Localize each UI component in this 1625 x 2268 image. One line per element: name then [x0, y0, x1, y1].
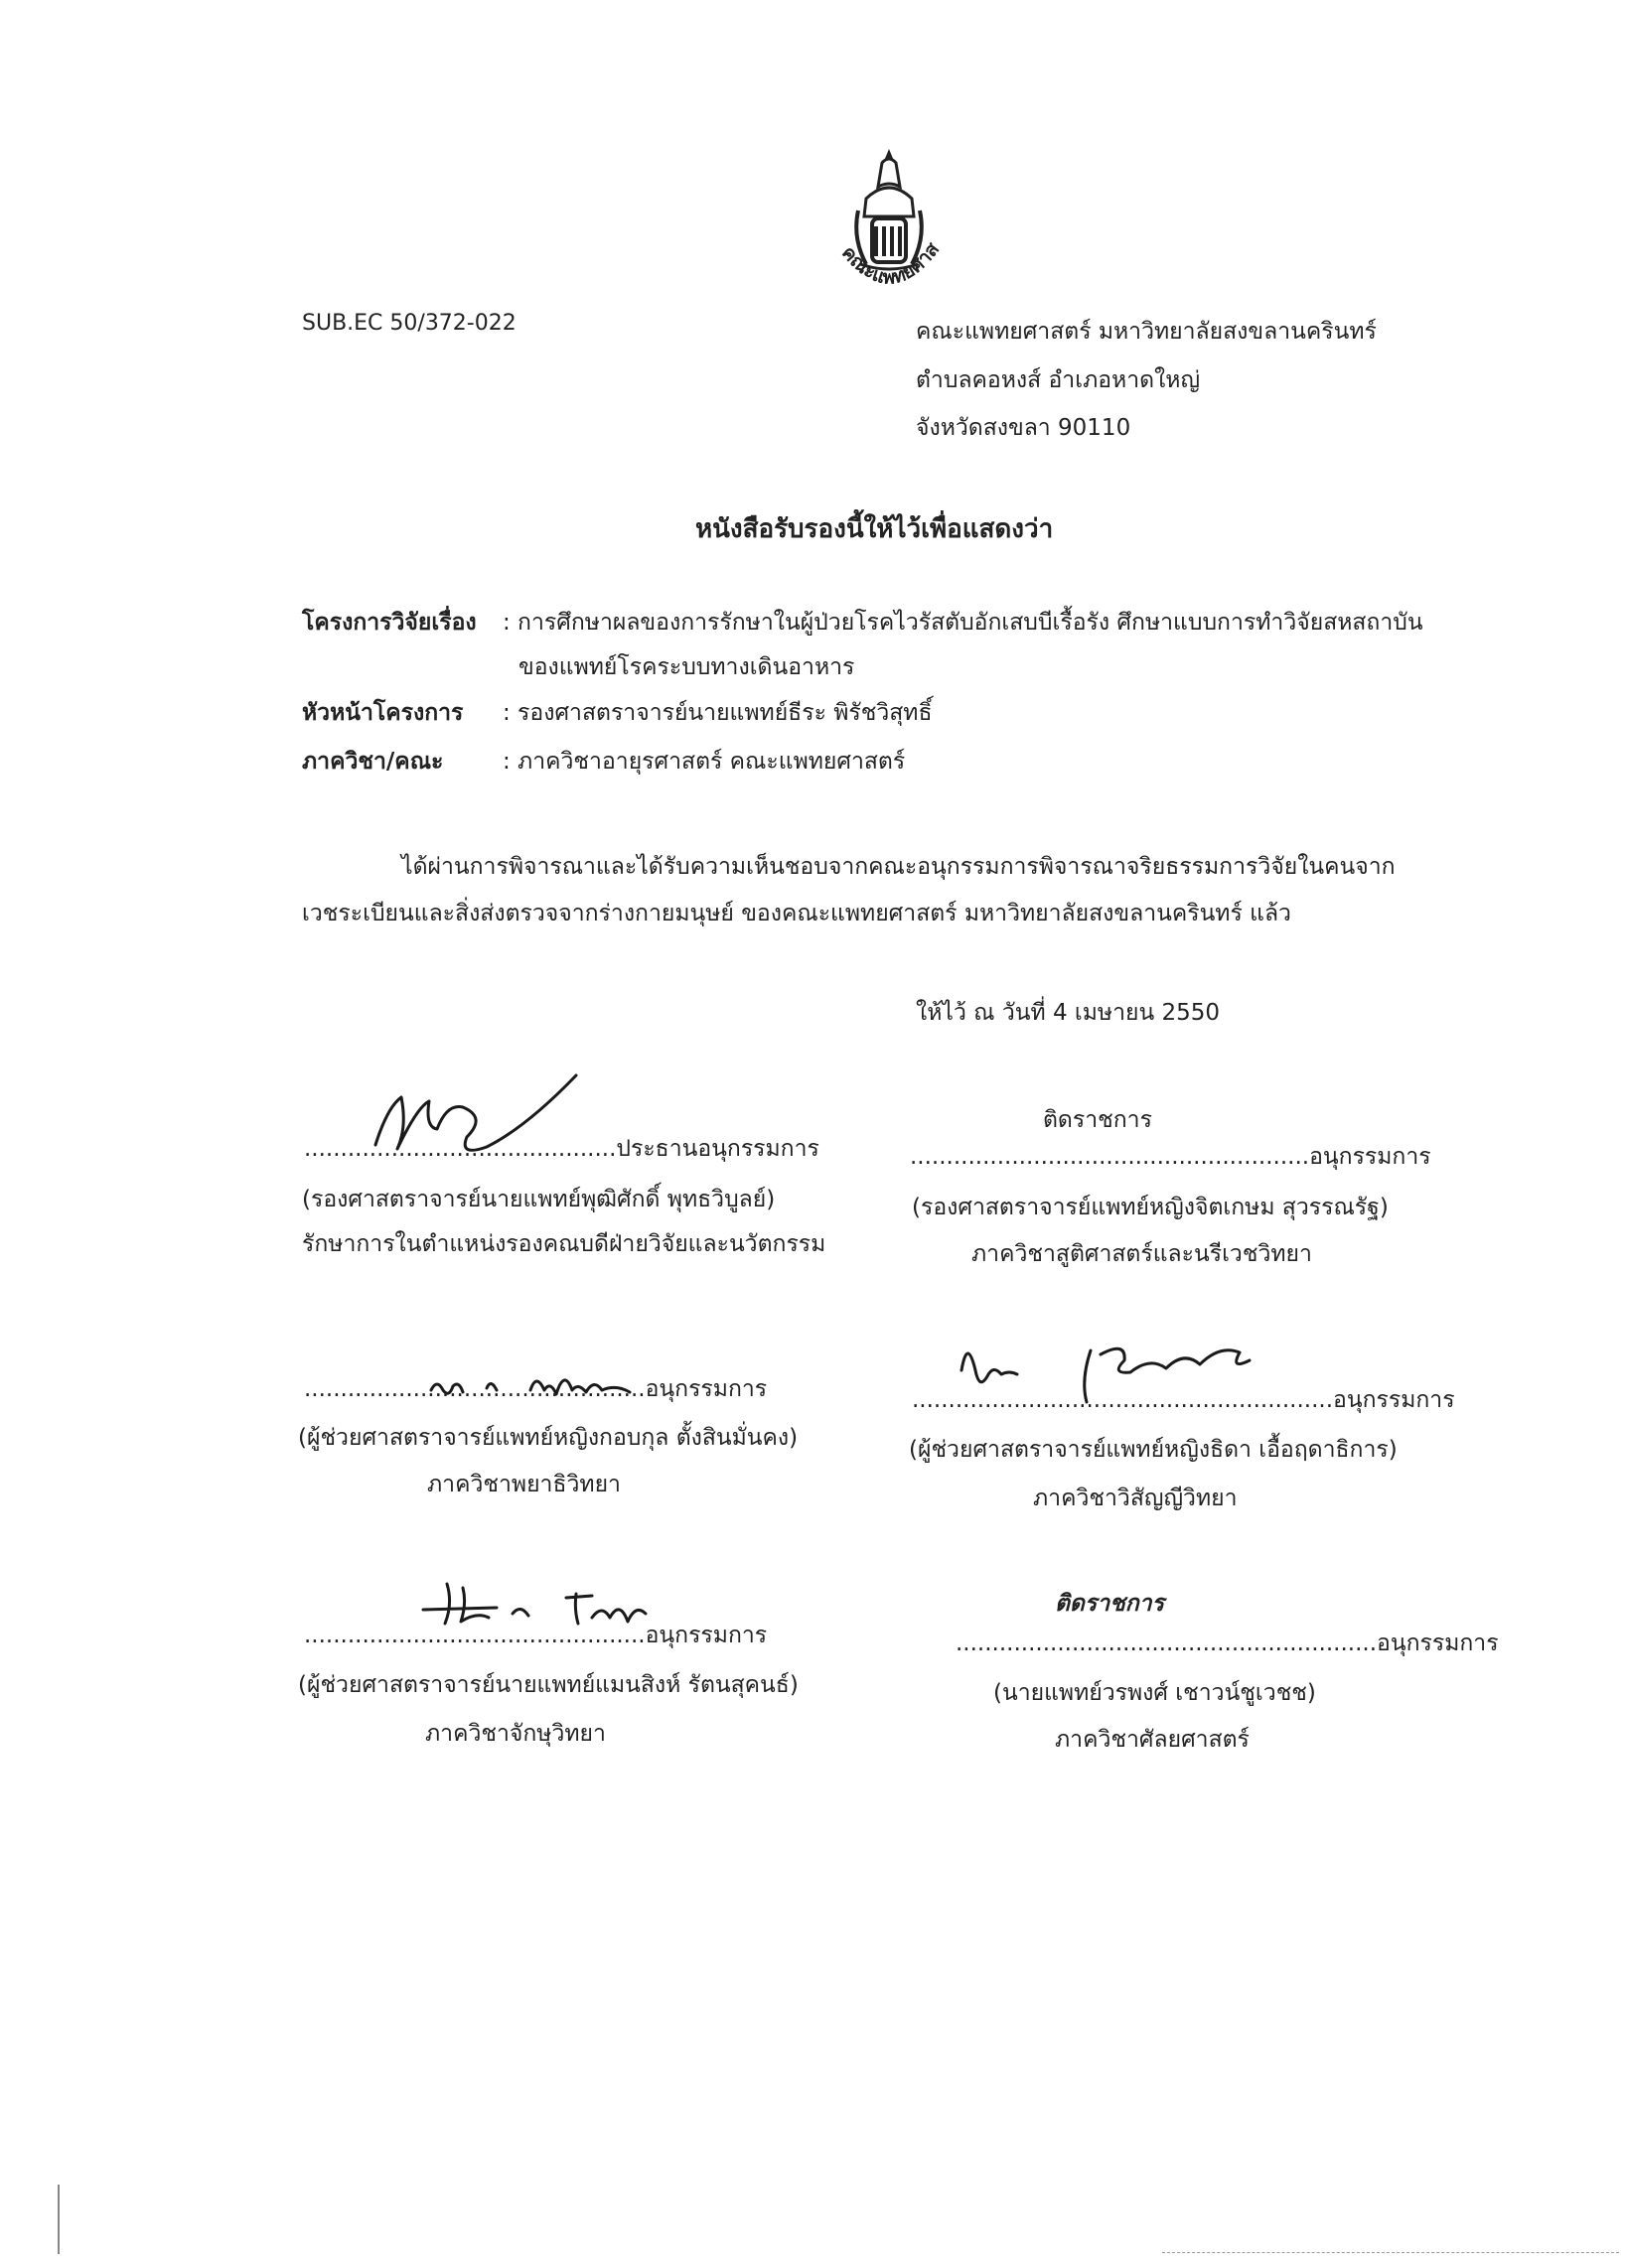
signatory-name: (ผู้ช่วยศาสตราจารย์นายแพทย์แมนสิงห์ รัตนสุคนธ์): [298, 1672, 799, 1698]
scan-edge-line: [1162, 2252, 1619, 2253]
seal-text: คณะแพทยศาส: [836, 238, 945, 289]
certificate-title: หนังสือรับรองนี้ให้ไว้เพื่อแสดงว่า: [695, 514, 1054, 544]
signature-line: ...............................................อนุกรรมการ: [304, 1623, 768, 1648]
signatory-position: รักษาการในตำแหน่งรองคณบดีฝ่ายวิจัยและนวัตกรรม: [302, 1231, 826, 1257]
signatory-position: ภาควิชาจักษุวิทยา: [425, 1721, 606, 1747]
address-line: คณะแพทยศาสตร์ มหาวิทยาลัยสงขลานครินทร์: [916, 319, 1377, 345]
signatory-position: ภาควิชาศัลยศาสตร์: [1055, 1727, 1250, 1753]
department-label: ภาควิชา/คณะ: [302, 749, 444, 775]
signatory-name: (รองศาสตราจารย์นายแพทย์พุฒิศักดิ์ พุทธวิบูลย์): [302, 1187, 776, 1212]
faculty-seal: [814, 147, 963, 306]
address-line: จังหวัดสงขลา 90110: [916, 415, 1131, 441]
address-line: ตำบลคอหงส์ อำเภอหาดใหญ่: [916, 367, 1201, 393]
body-line: เวชระเบียนและสิ่งส่งตรวจจากร่างกายมนุษย์ ของคณะแพทยศาสตร์ มหาวิทยาลัยสงขลานครินทร์ แล้ว: [302, 901, 1291, 926]
signatory-position: ภาควิชาสูติศาสตร์และนรีเวชวิทยา: [971, 1241, 1312, 1267]
signature-line: ..........................................................อนุกรรมการ: [912, 1387, 1455, 1413]
project-title-label: โครงการวิจัยเรื่อง: [302, 610, 477, 636]
signatory-name: (รองศาสตราจารย์แพทย์หญิงจิตเกษม สุวรรณรัฐ): [912, 1195, 1389, 1220]
project-title-line: ของแพทย์โรคระบบทางเดินอาหาร: [518, 654, 855, 680]
absence-note: ติดราชการ: [1043, 1107, 1152, 1133]
project-head-label: หัวหน้าโครงการ: [302, 700, 464, 726]
signature-line: ...............................................อนุกรรมการ: [304, 1376, 768, 1402]
signature-line: ..........................................................อนุกรรมการ: [956, 1630, 1499, 1656]
absence-note: ติดราชการ: [1055, 1591, 1164, 1617]
project-title-line: : การศึกษาผลของการรักษาในผู้ป่วยโรคไวรัสตับอักเสบบีเรื้อรัง ศึกษาแบบการทำวิจัยสหสถาบัน: [503, 610, 1423, 636]
signature-line: ...........................................ประธานอนุกรรมการ: [304, 1136, 819, 1162]
body-line: ได้ผ่านการพิจารณาและได้รับความเห็นชอบจากคณะอนุกรรมการพิจารณาจริยธรรมการวิจัยในคนจาก: [401, 854, 1396, 880]
project-head-name: : รองศาสตราจารย์นายแพทย์ธีระ พิรัชวิสุทธิ์: [503, 700, 933, 726]
issue-date: ให้ไว้ ณ วันที่ 4 เมษายน 2550: [916, 1000, 1221, 1026]
scan-mark: [58, 2185, 60, 2254]
signatory-position: ภาควิชาพยาธิวิทยา: [427, 1472, 621, 1497]
signatory-position: ภาควิชาวิสัญญีวิทยา: [1033, 1486, 1238, 1511]
signatory-name: (ผู้ช่วยศาสตราจารย์แพทย์หญิงกอบกุล ตั้งสินมั่นคง): [298, 1425, 799, 1451]
signature-line: .......................................................อนุกรรมการ: [910, 1144, 1431, 1170]
signatory-name: (นายแพทย์วรพงศ์ เชาวน์ชูเวชช): [993, 1680, 1316, 1706]
signatory-name: (ผู้ช่วยศาสตราจารย์แพทย์หญิงธิดา เอื้อฤดาธิการ): [909, 1437, 1398, 1463]
department-value: : ภาควิชาอายุรศาสตร์ คณะแพทยศาสตร์: [503, 749, 906, 775]
reference-number: SUB.EC 50/372-022: [302, 311, 517, 336]
